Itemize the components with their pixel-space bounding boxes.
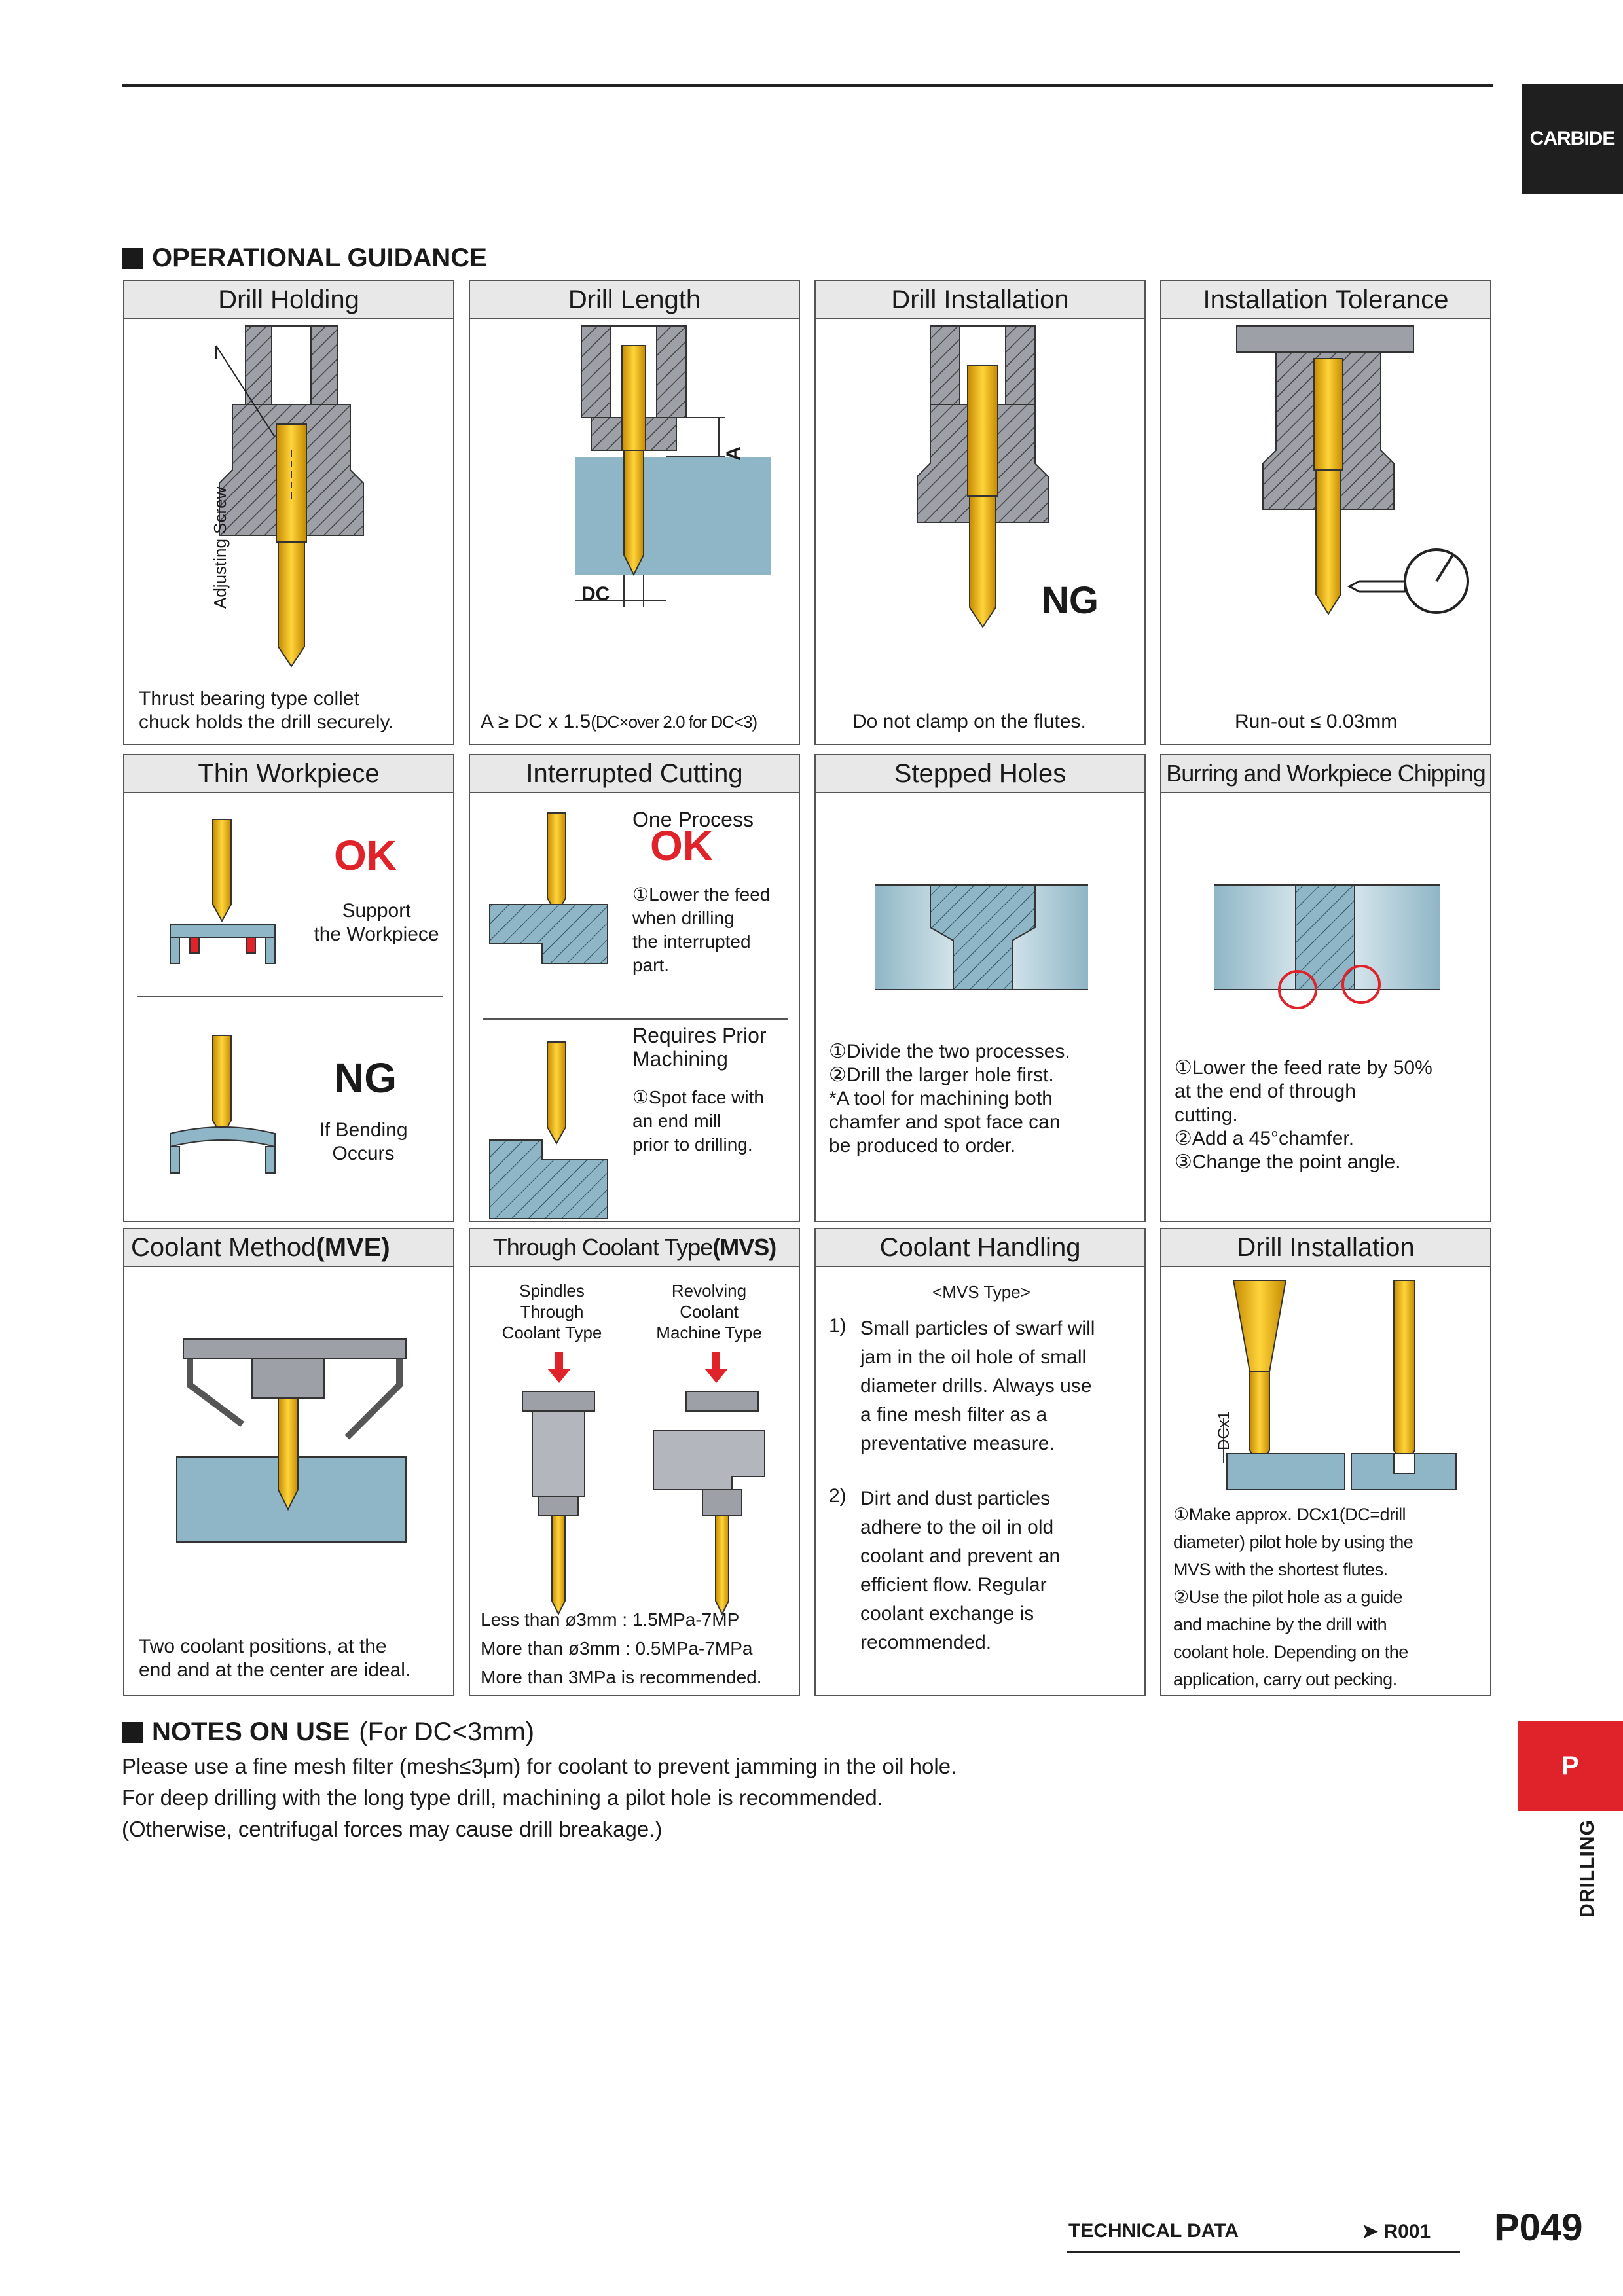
- drilling-tab[interactable]: [1558, 1813, 1617, 1924]
- mvs-type-label: <MVS Type>: [932, 1282, 1030, 1302]
- item2-text: Dirt and dust particles adhere to the oil in old coolant and prevent an efficient flow. Regular coolant exchange is recommended.: [860, 1488, 1061, 1653]
- panel-burring: [1160, 754, 1491, 1222]
- burring-text: ①Lower the feed rate by 50% at the end of through cutting. ②Add a 45°chamfer. ③Change the point angle.: [1175, 1057, 1432, 1173]
- section-p-tab[interactable]: P: [1518, 1721, 1623, 1811]
- page-number: P049: [1494, 2206, 1583, 2249]
- title-text: Through Coolant Type: [492, 1234, 713, 1261]
- drill-holding-caption: Thrust bearing type collet chuck holds the drill securely.: [139, 688, 394, 733]
- operational-guidance-heading: [122, 243, 487, 273]
- footer-rule: [1067, 2251, 1460, 2253]
- panel-drill-holding: [123, 280, 454, 745]
- panel-drill-length: [469, 280, 800, 745]
- panel-title: Burring and Workpiece Chipping: [1161, 755, 1490, 793]
- one-process-label: One Process: [632, 808, 754, 831]
- spindle-through-label: Spindles Through Coolant Type: [501, 1281, 602, 1342]
- drill-holding-illustration: [124, 319, 454, 712]
- title-bold: (MVE): [316, 1232, 390, 1262]
- panel-drill-installation-ng: [814, 280, 1146, 745]
- panel-title: [470, 1229, 799, 1267]
- panel-title: Interrupted Cutting: [470, 755, 799, 793]
- heading-text: OPERATIONAL GUIDANCE: [152, 243, 487, 272]
- dim-dc-label: DC: [581, 583, 610, 605]
- arrow-right-icon: ➤: [1362, 2221, 1379, 2242]
- pilot-hole-text: ①Make approx. DCx1(DC=drill diameter) pilot hole by using the MVS with the shortest flutes. ②Use the pilot hole as a guide and machine by the drill with coolant hole. Depending on the application, carry out pecking.: [1173, 1505, 1413, 1689]
- panel-stepped-holes: [814, 754, 1146, 1222]
- drill-installation-ng-caption: Do not clamp on the flutes.: [852, 711, 1086, 732]
- ok-label: OK: [650, 822, 713, 869]
- panel-title: Drill Holding: [124, 281, 453, 319]
- panel-through-coolant: [469, 1228, 800, 1696]
- dcx1-label: DCx1: [1215, 1410, 1233, 1451]
- panel-title: Drill Installation: [1161, 1229, 1490, 1267]
- stepped-holes-text: ①Divide the two processes. ②Drill the larger hole first. *A tool for machining both chamfer and spot face can be produced to order.: [829, 1041, 1070, 1157]
- note-line: For deep drilling with the long type drill, machining a pilot hole is recommended.: [122, 1785, 883, 1810]
- title-bold: (MVS): [712, 1234, 776, 1261]
- caption-sub: (DC×over 2.0 for DC<3): [591, 712, 757, 732]
- ng-label: NG: [1042, 579, 1099, 622]
- panel-installation-tolerance: [1160, 280, 1491, 745]
- drill-length-caption: [481, 710, 757, 734]
- heading-text: NOTES ON USE: [152, 1717, 350, 1746]
- panel-title: Thin Workpiece: [124, 755, 453, 793]
- heading-square-icon: [122, 1722, 143, 1743]
- footer-ref-link[interactable]: [1362, 2220, 1431, 2243]
- pressure-caption: Less than ø3mm : 1.5MPa-7MP More than ø3mm : 0.5MPa-7MPa More than 3MPa is recommended.: [481, 1609, 762, 1687]
- panel-title: [124, 1229, 453, 1267]
- interrupted-step1: ①Lower the feed when drilling the interrupted part.: [632, 884, 771, 975]
- item1-text: Small particles of swarf will jam in the oil hole of small diameter drills. Always use a fine mesh filter as a preventative measure.: [860, 1318, 1095, 1454]
- item1-number: 1): [829, 1315, 847, 1336]
- panel-drill-installation-pilot: [1160, 1228, 1491, 1696]
- ng-text: If Bending Occurs: [319, 1119, 408, 1164]
- coolant-method-caption: Two coolant positions, at the end and at the center are ideal.: [139, 1636, 411, 1681]
- panel-coolant-handling: [814, 1228, 1146, 1696]
- panel-title: Stepped Holes: [816, 755, 1144, 793]
- heading-square-icon: [122, 248, 143, 269]
- note-line: (Otherwise, centrifugal forces may cause drill breakage.): [122, 1817, 663, 1841]
- revolving-coolant-label: Revolving Coolant Machine Type: [656, 1281, 762, 1342]
- ok-text: Support the Workpiece: [314, 900, 439, 945]
- panel-title: Coolant Handling: [816, 1229, 1144, 1267]
- drilling-label: DRILLING: [1577, 1820, 1598, 1918]
- ng-label: NG: [334, 1054, 397, 1102]
- requires-prior-label: Requires Prior Machining: [632, 1024, 767, 1071]
- coolant-method-illustration: [124, 1267, 454, 1696]
- adjusting-screw-label: Adjusting Screw: [210, 486, 230, 609]
- notes-heading: [122, 1717, 534, 1747]
- interrupted-step2: ①Spot face with an end mill prior to drilling.: [632, 1087, 764, 1155]
- panel-title: Drill Length: [470, 281, 799, 319]
- note-line: Please use a fine mesh filter (mesh≤3μm) for coolant to prevent jamming in the oil hole.: [122, 1754, 957, 1778]
- carbide-tab[interactable]: CARBIDE: [1522, 84, 1623, 194]
- panel-thin-workpiece: [123, 754, 454, 1222]
- installation-tolerance-illustration: [1161, 319, 1491, 712]
- top-rule: [122, 84, 1493, 87]
- panel-title: Installation Tolerance: [1161, 281, 1490, 319]
- interrupted-cutting-illustration: [470, 793, 800, 1222]
- ok-label: OK: [334, 832, 397, 879]
- panel-title: Drill Installation: [816, 281, 1144, 319]
- notes-body: [122, 1751, 957, 1845]
- drill-installation-ng-illustration: [816, 319, 1146, 712]
- drill-length-illustration: [470, 319, 800, 712]
- dim-a-label: A: [722, 446, 744, 461]
- footer-ref-text: R001: [1383, 2221, 1431, 2242]
- footer-section: TECHNICAL DATA: [1068, 2220, 1239, 2242]
- title-text: Coolant Method: [131, 1232, 316, 1262]
- caption-main: A ≥ DC x 1.5: [481, 711, 591, 732]
- panel-interrupted-cutting: [469, 754, 800, 1222]
- runout-caption: Run-out ≤ 0.03mm: [1235, 711, 1398, 732]
- item2-number: 2): [829, 1485, 847, 1507]
- heading-sub: (For DC<3mm): [359, 1717, 535, 1746]
- panel-coolant-method: [123, 1228, 454, 1696]
